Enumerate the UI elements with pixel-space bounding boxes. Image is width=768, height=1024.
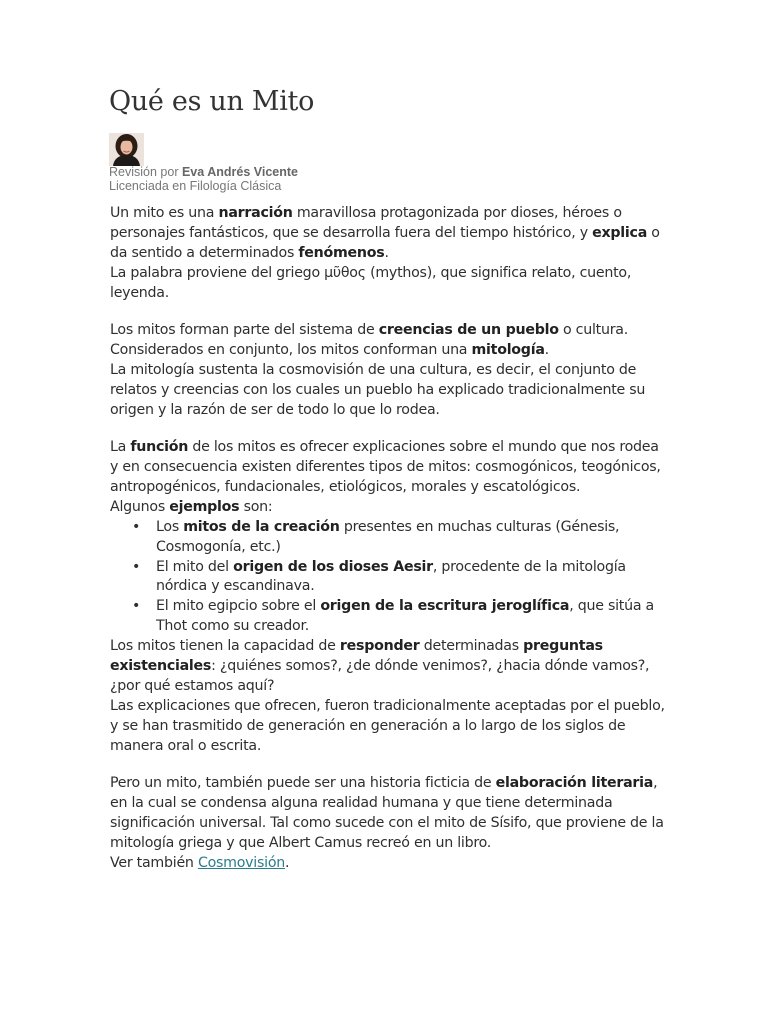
paragraph-literary: Pero un mito, también puede ser una historia ficticia de elaboración literaria, en la cual se condensa alguna realidad humana y que tiene determinada significación universal. Tal como sucede con el mito de Sísifo, que proviene de la mitología griega y que Albert Camus recreó en un libro. — [110, 775, 664, 851]
bullet-icon: • — [132, 598, 141, 615]
paragraph-definition: Un mito es una narración maravillosa protagonizada por dioses, héroes o personajes fantásticos, que se desarrolla fuera del tiempo histórico, y explica o da sentido a determinados fenómenos. — [110, 205, 660, 261]
author-role: Licenciada en Filología Clásica — [109, 179, 282, 193]
author-line — [109, 165, 298, 179]
list-item: • Los mitos de la creación presentes en muchas culturas (Génesis, Cosmogonía, etc.) — [132, 518, 620, 555]
article-body — [110, 204, 670, 874]
bullet-icon: • — [132, 518, 141, 535]
paragraph-etymology: La palabra proviene del griego μῦθος (mythos), que significa relato, cuento, leyenda. — [110, 264, 632, 301]
author-name: Eva Andrés Vicente — [181, 165, 298, 179]
page-title: Qué es un Mito — [109, 86, 315, 117]
bullet-icon: • — [132, 558, 141, 575]
see-also: Ver también Cosmovisión. — [110, 854, 290, 871]
author-prefix: Revisión por — [109, 165, 182, 179]
cosmovision-link[interactable]: Cosmovisión — [197, 854, 286, 871]
paragraph-beliefs: Los mitos forman parte del sistema de creencias de un pueblo o cultura. Considerados en conjunto, los mitos conforman una mitología. — [110, 322, 628, 358]
list-item: • El mito del origen de los dioses Aesir, procedente de la mitología nórdica y escandinava. — [132, 558, 626, 595]
paragraph-questions: Los mitos tienen la capacidad de responder determinadas preguntas existenciales: ¿quiénes somos?, ¿de dónde venimos?, ¿hacia dónde vamos?, ¿por qué estamos aquí? — [110, 638, 650, 694]
paragraph-examples-intro: Algunos ejemplos son: — [110, 498, 273, 515]
author-photo — [109, 133, 144, 166]
list-item: • El mito egipcio sobre el origen de la escritura jeroglífica, que sitúa a Thot como su creador. — [132, 598, 654, 635]
author-avatar — [109, 133, 144, 166]
paragraph-transmission: Las explicaciones que ofrecen, fueron tradicionalmente aceptadas por el pueblo, y se han trasmitido de generación en generación a lo largo de los siglos de manera oral o escrita. — [110, 697, 665, 754]
paragraph-function: La función de los mitos es ofrecer explicaciones sobre el mundo que nos rodea y en consecuencia existen diferentes tipos de mitos: cosmogónicos, teogónicos, antropogénicos, fundacionales, etiológicos, morales y escatológicos. — [110, 439, 661, 495]
examples-list — [110, 518, 670, 637]
author-byline — [109, 165, 298, 193]
paragraph-cosmovision: La mitología sustenta la cosmovisión de una cultura, es decir, el conjunto de relatos y creencias con los cuales un pueblo ha explicado tradicionalmente su origen y la razón de ser de todo lo que lo rodea. — [110, 361, 646, 418]
